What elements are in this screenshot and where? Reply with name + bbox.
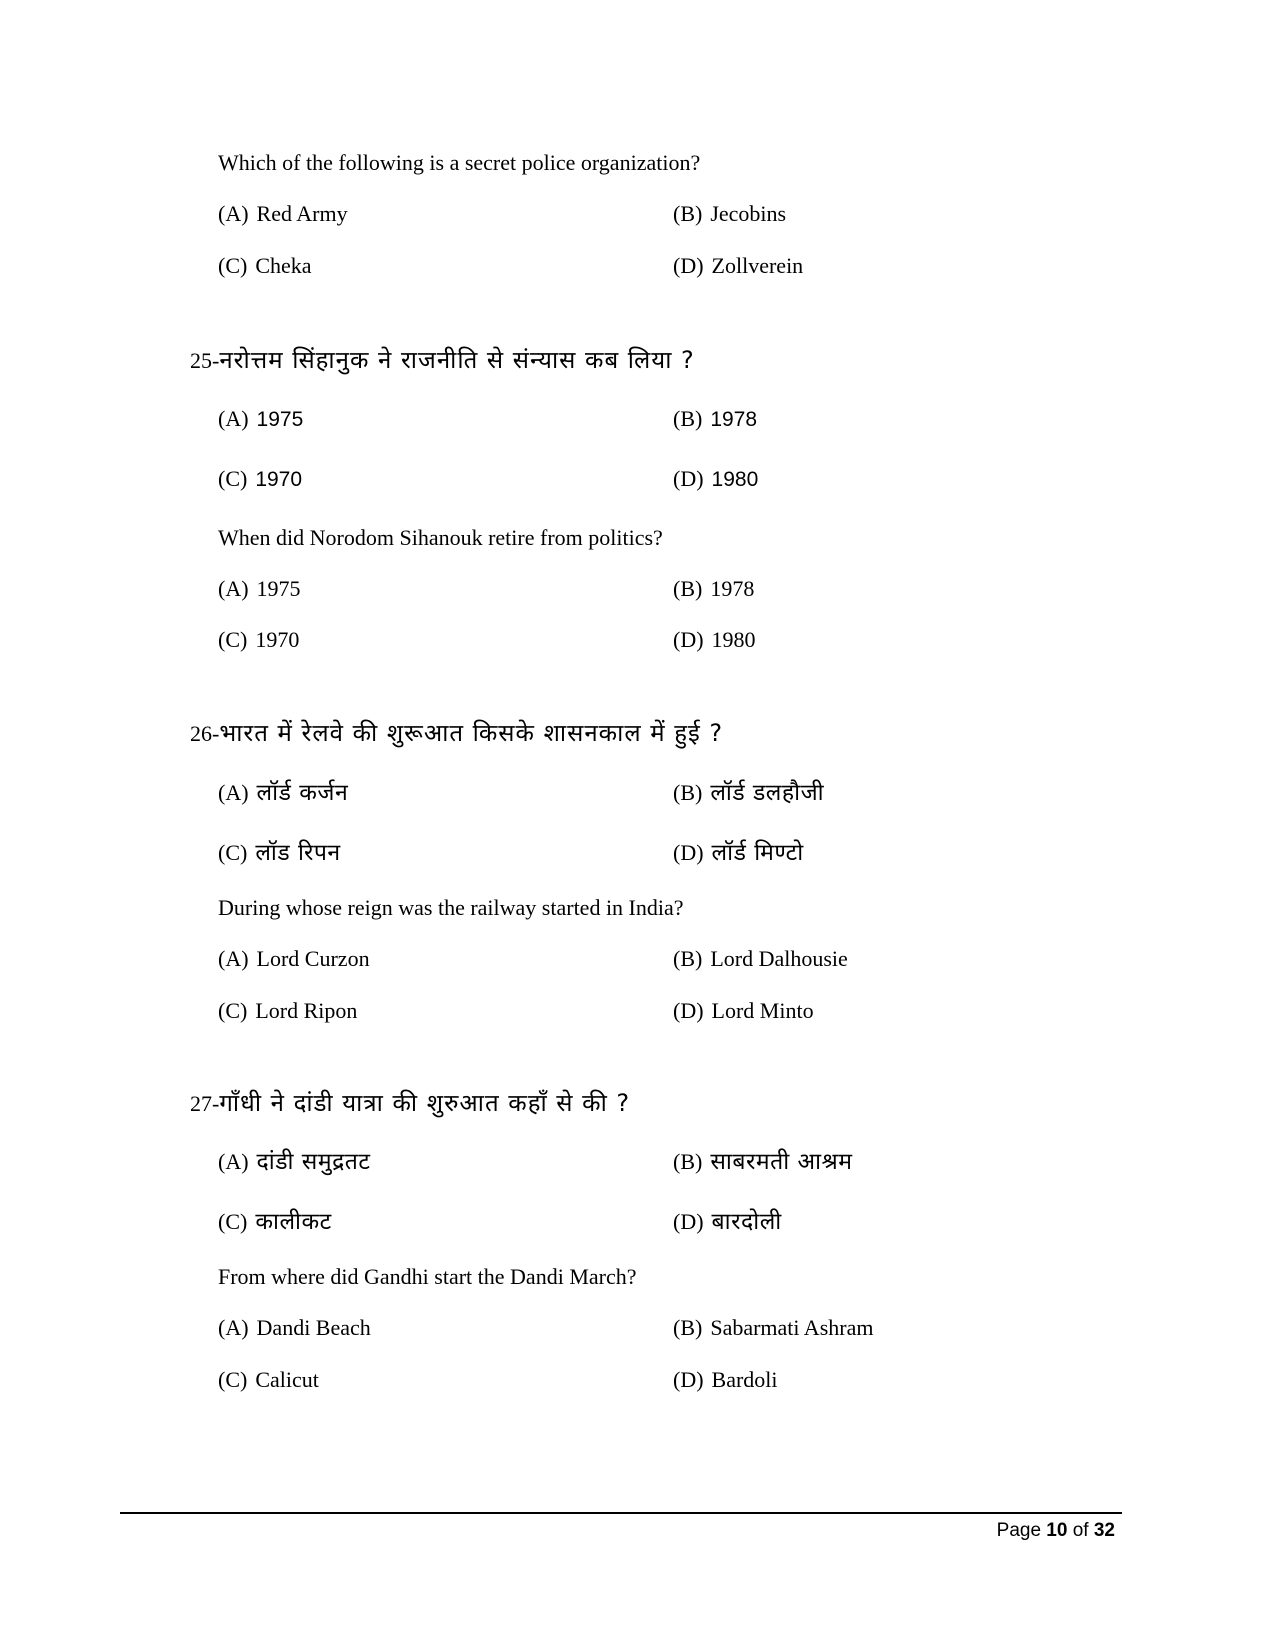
option-d-hindi: (D) 1980 [673, 466, 759, 491]
option-a-hindi: (A) दांडी समुद्रतट [218, 1149, 371, 1175]
option-d: (D) 1980 [673, 627, 756, 652]
option-d: (D) Zollverein [673, 253, 804, 278]
option-b: (B) Sabarmati Ashram [673, 1315, 874, 1340]
option-b: (B) Lord Dalhousie [673, 946, 848, 971]
option-c-hindi: (C) कालीकट [218, 1209, 332, 1235]
option-a: (A) Lord Curzon [218, 946, 370, 971]
option-c: (C) Calicut [218, 1367, 319, 1392]
question-heading-hindi: 25-नरोत्तम सिंहानुक ने राजनीति से संन्यास कब लिया ? [190, 346, 695, 374]
question-heading-hindi: 27-गाँधी ने दांडी यात्रा की शुरुआत कहाँ से की ? [190, 1089, 631, 1117]
option-c: (C) 1970 [218, 627, 300, 652]
option-c-hindi: (C) लॉड रिपन [218, 840, 341, 866]
option-d: (D) Bardoli [673, 1367, 778, 1392]
option-a: (A) 1975 [218, 576, 301, 601]
option-a-hindi: (A) लॉर्ड कर्जन [218, 780, 349, 806]
option-c: (C) Cheka [218, 253, 312, 278]
option-c-hindi: (C) 1970 [218, 466, 303, 491]
page-number: Page 10 of 32 [996, 1520, 1115, 1541]
footer-rule [120, 1512, 1122, 1514]
option-d: (D) Lord Minto [673, 998, 814, 1023]
option-a: (A) Red Army [218, 201, 348, 226]
option-a-hindi: (A) 1975 [218, 406, 304, 431]
option-b-hindi: (B) 1978 [673, 406, 758, 431]
option-b-hindi: (B) साबरमती आश्रम [673, 1149, 853, 1175]
option-b-hindi: (B) लॉर्ड डलहौजी [673, 780, 825, 806]
option-d-hindi: (D) लॉर्ड मिण्टो [673, 840, 804, 866]
option-c: (C) Lord Ripon [218, 998, 358, 1023]
question-heading-hindi: 26-भारत में रेलवे की शुरूआत किसके शासनकाल में हुई ? [190, 719, 724, 747]
option-b: (B) 1978 [673, 576, 755, 601]
question-text: Which of the following is a secret police organization? [218, 150, 701, 175]
option-d-hindi: (D) बारदोली [673, 1209, 782, 1235]
option-b: (B) Jecobins [673, 201, 787, 226]
question-text-english: During whose reign was the railway started in India? [218, 895, 684, 920]
question-text-english: From where did Gandhi start the Dandi March? [218, 1264, 637, 1289]
option-a: (A) Dandi Beach [218, 1315, 371, 1340]
question-text-english: When did Norodom Sihanouk retire from politics? [218, 525, 663, 550]
